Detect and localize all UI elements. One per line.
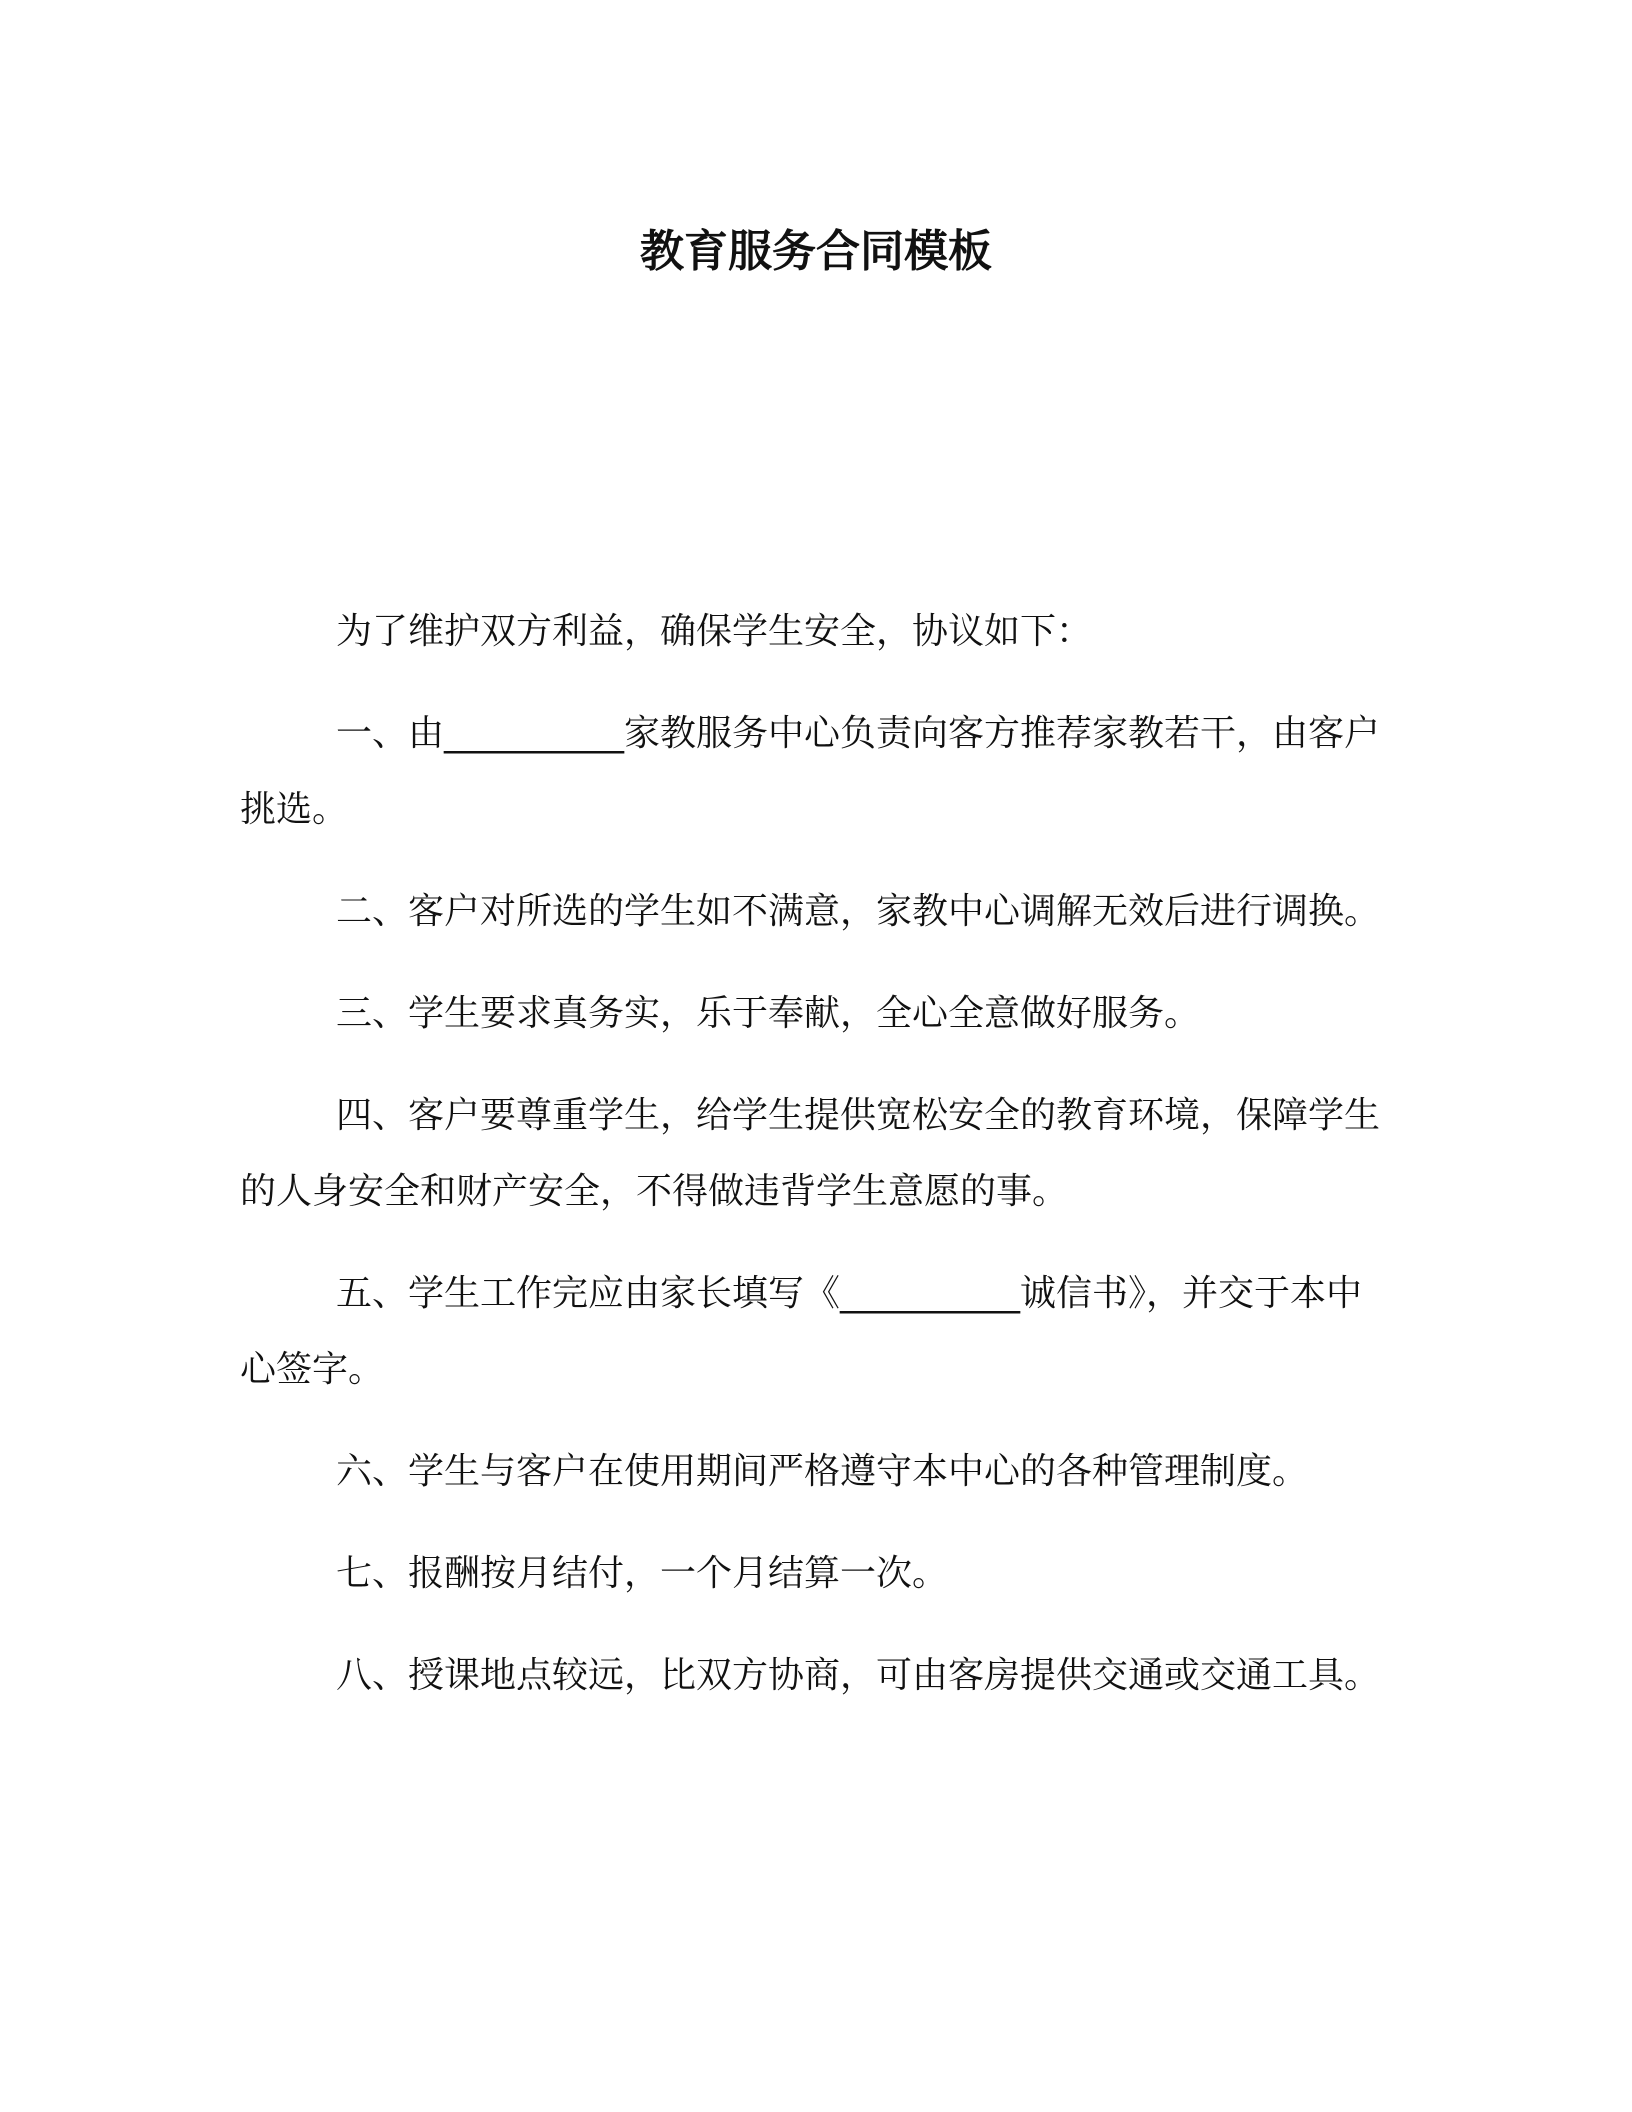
paragraph-intro: 为了维护双方利益，确保学生安全，协议如下： bbox=[336, 611, 1093, 652]
paragraph-clause-5: 五、学生工作完应由家长填写《__________诚信书》，并交于本中心签字。 bbox=[240, 1273, 1363, 1390]
document-title: 教育服务合同模板 bbox=[640, 226, 992, 277]
paragraph-clause-3: 三、学生要求真务实，乐于奉献，全心全意做好服务。 bbox=[336, 993, 1201, 1034]
paragraph-clause-7: 七、报酬按月结付，一个月结算一次。 bbox=[336, 1553, 949, 1594]
paragraph-clause-4: 四、客户要尊重学生，给学生提供宽松安全的教育环境，保障学生的人身安全和财产安全，不得做违背学生意愿的事。 bbox=[240, 1095, 1381, 1212]
paragraph-clause-6: 六、学生与客户在使用期间严格遵守本中心的各种管理制度。 bbox=[336, 1451, 1309, 1492]
paragraph-clause-8: 八、授课地点较远，比双方协商，可由客房提供交通或交通工具。 bbox=[336, 1655, 1381, 1696]
document-body bbox=[240, 594, 1390, 1740]
paragraph-clause-2: 二、客户对所选的学生如不满意，家教中心调解无效后进行调换。 bbox=[336, 891, 1381, 932]
paragraph-clause-1: 一、由__________家教服务中心负责向客方推荐家教若干，由客户挑选。 bbox=[240, 713, 1381, 830]
